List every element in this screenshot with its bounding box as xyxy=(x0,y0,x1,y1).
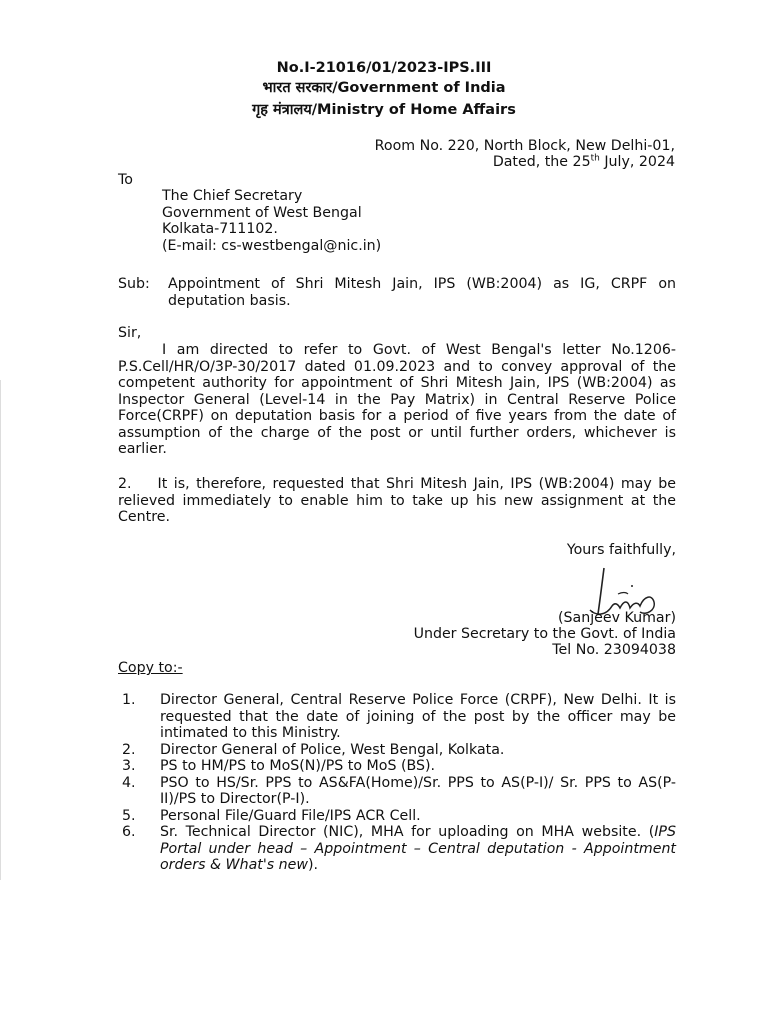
signatory-name: (Sanjeev Kumar) xyxy=(557,610,676,626)
copy-item-number: 5. xyxy=(122,807,136,824)
copy-item-text: PS to HM/PS to MoS(N)/PS to MoS (BS). xyxy=(160,758,436,774)
copy-item-text: Sr. Technical Director (NIC), MHA for uploading on MHA website. ( xyxy=(160,824,655,840)
copy-item-text: PSO to HS/Sr. PPS to AS&FA(Home)/Sr. PPS to AS(P-I)/ Sr. PPS to AS(P-II)/PS to Director(P-I). xyxy=(160,774,676,807)
copy-item-number: 4. xyxy=(122,774,136,791)
file-number: No.I-21016/01/2023-IPS.III xyxy=(276,60,492,76)
paragraph-2-text: It is, therefore, requested that Shri Mitesh Jain, IPS (WB:2004) may be relieved immediately to enable him to take up his new assignment at the Centre. xyxy=(118,476,676,525)
paragraph-2-number: 2. xyxy=(118,476,132,492)
ministry-title: गृह मंत्रालय/Ministry of Home Affairs xyxy=(252,102,516,118)
subject-text: Appointment of Shri Mitesh Jain, IPS (WB:2004) as IG, CRPF on deputation basis. xyxy=(168,276,676,309)
copy-item-text: Personal File/Guard File/IPS ACR Cell. xyxy=(160,807,421,824)
to-label: To xyxy=(118,172,133,188)
copy-to-heading: Copy to:- xyxy=(118,660,183,676)
dated-sup: th xyxy=(590,153,600,164)
copy-item-text: Director General, Central Reserve Police Force (CRPF), New Delhi. It is requested that the date of joining of the post by the officer may be intimated to this Ministry. xyxy=(160,692,676,741)
subject-label: Sub: xyxy=(118,276,150,292)
copy-item-number: 2. xyxy=(122,741,136,758)
recipient-address xyxy=(162,188,381,254)
recipient-line: Government of West Bengal xyxy=(162,204,362,221)
government-title: भारत सरकार/Government of India xyxy=(262,80,506,96)
copy-item xyxy=(118,775,676,808)
signatory-designation: Under Secretary to the Govt. of India xyxy=(413,626,676,642)
copy-item xyxy=(118,808,676,825)
copy-item-number: 6. xyxy=(122,824,136,840)
recipient-line: Kolkata-711102. xyxy=(162,221,278,237)
dated-prefix: Dated, the 25 xyxy=(492,154,591,170)
copy-item-number: 3. xyxy=(122,758,136,774)
office-address: Room No. 220, North Block, New Delhi-01, xyxy=(374,138,675,154)
copy-item xyxy=(118,758,676,775)
paragraph-2 xyxy=(118,476,676,526)
copy-item-number: 1. xyxy=(122,692,136,708)
copy-item-italic-text: IPS Portal under head – Appointment – Central deputation - Appointment orders & What's new xyxy=(160,824,676,873)
copy-item-text: Director General of Police, West Bengal, Kolkata. xyxy=(160,741,505,758)
copy-item xyxy=(118,824,676,874)
dated-line xyxy=(493,154,675,171)
recipient-line: (E-mail: cs-westbengal@nic.in) xyxy=(162,237,382,254)
salutation: Sir, xyxy=(118,325,142,341)
closing: Yours faithfully, xyxy=(566,542,676,558)
signatory-telephone: Tel No. 23094038 xyxy=(552,642,676,658)
paragraph-1: I am directed to refer to Govt. of West Bengal's letter No.1206-P.S.Cell/HR/O/3P-30/2017 dated 01.09.2023 and to convey approval of the competent authority for appointment of Shri Mitesh Jain, IPS (WB:2004) as Inspector General (Level-14 in the Pay Matrix) in Central Reserve Police Force(CRPF) on deputation basis for a period of five years from the date of assumption of the charge of the post or until further orders, whichever is earlier. xyxy=(118,342,676,457)
scan-edge xyxy=(0,380,1,880)
copy-item xyxy=(118,742,676,759)
copy-item xyxy=(118,692,676,742)
copy-to-list xyxy=(118,692,676,874)
dated-suffix: July, 2024 xyxy=(599,154,675,170)
copy-item-text-end: ). xyxy=(307,857,319,873)
recipient-line: The Chief Secretary xyxy=(162,188,303,204)
